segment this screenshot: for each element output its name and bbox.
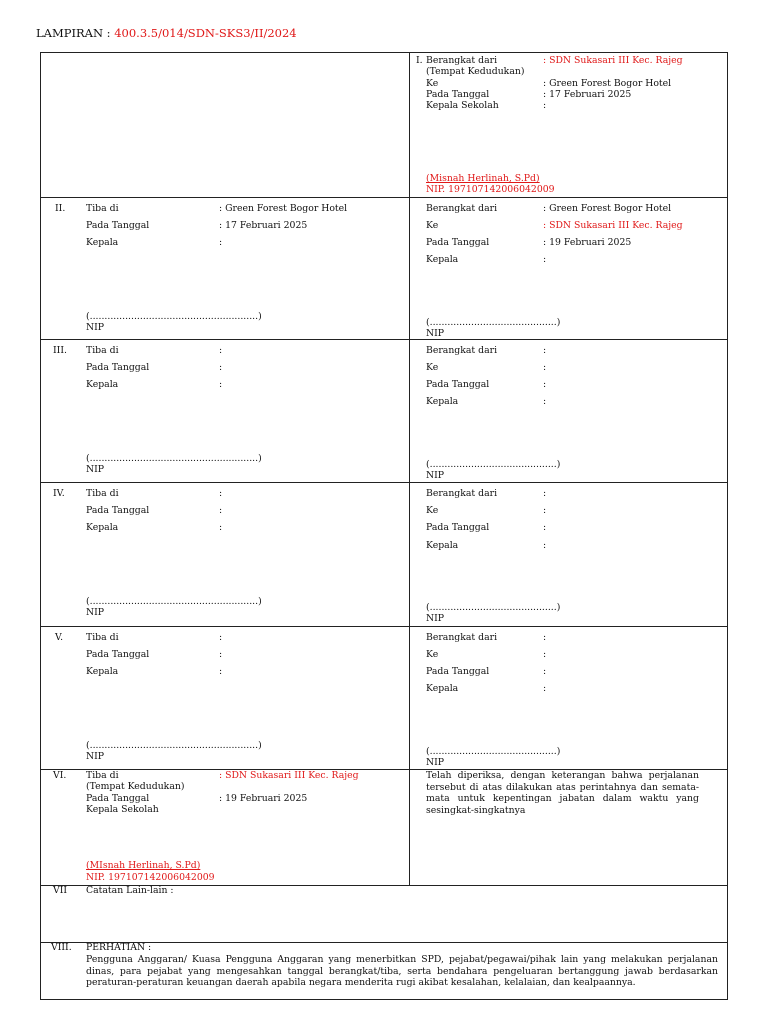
arrive-label: Tiba di — [86, 203, 119, 214]
arrive-label: Tiba di — [86, 345, 119, 356]
head-colon: : — [219, 522, 223, 533]
to-label: Ke — [426, 362, 439, 373]
head-colon: : — [543, 540, 547, 551]
head-colon: : — [543, 396, 547, 407]
depart-colon: : — [543, 632, 547, 643]
signature-line: (...........................................) — [426, 317, 561, 328]
head-label: Kepala — [426, 683, 459, 694]
nip-label: NIP — [426, 613, 445, 624]
to-label: Ke — [426, 220, 439, 231]
attachment-header — [36, 26, 297, 40]
to-colon: : — [543, 362, 547, 373]
head-colon: : — [543, 683, 547, 694]
date-label: Pada Tanggal — [426, 666, 490, 677]
date-colon: : — [543, 379, 547, 390]
date-value: : 19 Februari 2025 — [219, 793, 308, 804]
head-label: Kepala — [86, 237, 119, 248]
head-label: Kepala Sekolah — [86, 804, 159, 815]
row-divider — [41, 339, 727, 340]
head-colon: : — [219, 379, 223, 390]
to-value: : Green Forest Bogor Hotel — [543, 78, 672, 89]
verification-statement: Telah diperiksa, dengan keterangan bahwa perjalanan tersebut di atas dilakukan atas perintahnya dan semata-mata untuk kepentingan jabatan dalam waktu yang sesingkat-singkatnya — [426, 770, 699, 816]
attachment-number: 400.3.5/014/SDN-SKS3/II/2024 — [114, 26, 297, 40]
date-label: Pada Tanggal — [426, 237, 490, 248]
head-label: Kepala — [426, 254, 459, 265]
attention-title: PERHATIAN : — [86, 942, 152, 953]
head-label: Kepala — [426, 396, 459, 407]
depart-value: : SDN Sukasari III Kec. Rajeg — [543, 55, 683, 66]
signature-line: (.........................................................) — [86, 453, 262, 464]
signature-line: (.........................................................) — [86, 740, 262, 751]
signature-line: (.........................................................) — [86, 311, 262, 322]
nip-label: NIP — [426, 328, 445, 339]
row-divider — [41, 626, 727, 627]
section-number: II. — [55, 203, 66, 214]
nip-label: NIP — [86, 607, 105, 618]
to-value: : SDN Sukasari III Kec. Rajeg — [543, 220, 683, 231]
date-value: : 17 Februari 2025 — [543, 89, 632, 100]
depart-sub-label: (Tempat Kedudukan) — [426, 66, 525, 77]
date-label: Pada Tanggal — [86, 505, 150, 516]
depart-colon: : — [543, 345, 547, 356]
depart-label: Berangkat dari — [426, 632, 498, 643]
head-label: Kepala — [86, 522, 119, 533]
nip-label: NIP — [426, 757, 445, 768]
arrive-value: : Green Forest Bogor Hotel — [219, 203, 348, 214]
column-divider — [409, 53, 410, 885]
section-number: VII — [53, 885, 68, 896]
head-colon: : — [219, 666, 223, 677]
head-label: Kepala — [86, 666, 119, 677]
head-colon: : — [543, 100, 547, 111]
depart-label: Berangkat dari — [426, 55, 498, 66]
depart-label: Berangkat dari — [426, 488, 498, 499]
attention-text: Pengguna Anggaran/ Kuasa Pengguna Anggaran yang menerbitkan SPD, pejabat/pegawai/pihak lain yang melakukan perjalanan dinas, para pejabat yang mengesahkan tanggal berangkat/tiba, serta bendahara pengeluaran bertanggung jawab berdasarkan peraturan-peraturan keuangan daerah apabila negara menderita rugi akibat kesalahan, kelalaian, dan kealpaannya. — [86, 954, 718, 988]
date-label: Pada Tanggal — [86, 362, 150, 373]
date-colon: : — [543, 666, 547, 677]
row-divider — [41, 482, 727, 483]
to-label: Ke — [426, 78, 439, 89]
nip-label: NIP — [86, 464, 105, 475]
notes-label: Catatan Lain-lain : — [86, 885, 174, 896]
date-label: Pada Tanggal — [426, 89, 490, 100]
head-label: Kepala — [86, 379, 119, 390]
date-label: Pada Tanggal — [86, 220, 150, 231]
signature-line: (.........................................................) — [86, 596, 262, 607]
attachment-label: LAMPIRAN : — [36, 26, 111, 40]
to-label: Ke — [426, 505, 439, 516]
date-value: : 17 Februari 2025 — [219, 220, 308, 231]
nip-label: NIP — [426, 470, 445, 481]
to-colon: : — [543, 505, 547, 516]
head-label: Kepala Sekolah — [426, 100, 499, 111]
nip-label: NIP — [86, 751, 105, 762]
signature-line: (...........................................) — [426, 602, 561, 613]
depart-label: Berangkat dari — [426, 203, 498, 214]
arrive-colon: : — [219, 632, 223, 643]
section-number: IV. — [53, 488, 65, 499]
date-colon: : — [219, 505, 223, 516]
section-number: V. — [55, 632, 64, 643]
section-number: I. — [416, 55, 423, 66]
section-number: VI. — [53, 770, 67, 781]
date-colon: : — [219, 362, 223, 373]
head-colon: : — [219, 237, 223, 248]
section-number: VIII. — [51, 942, 72, 953]
date-label: Pada Tanggal — [426, 522, 490, 533]
depart-label: Berangkat dari — [426, 345, 498, 356]
date-colon: : — [543, 522, 547, 533]
date-colon: : — [219, 649, 223, 660]
row-divider — [41, 197, 727, 198]
depart-colon: : — [543, 488, 547, 499]
to-label: Ke — [426, 649, 439, 660]
signature-line: (...........................................) — [426, 746, 561, 757]
head-colon: : — [543, 254, 547, 265]
arrive-label: Tiba di — [86, 632, 119, 643]
nip-label: NIP — [86, 322, 105, 333]
signature-line: (...........................................) — [426, 459, 561, 470]
signer-name: (Misnah Herlinah, S.Pd) — [426, 173, 540, 184]
head-label: Kepala — [426, 540, 459, 551]
section-number: III. — [53, 345, 67, 356]
date-label: Pada Tanggal — [426, 379, 490, 390]
travel-document-table — [40, 52, 728, 1000]
depart-value: : Green Forest Bogor Hotel — [543, 203, 672, 214]
date-value: : 19 Februari 2025 — [543, 237, 632, 248]
date-label: Pada Tanggal — [86, 649, 150, 660]
arrive-label: Tiba di — [86, 770, 119, 781]
arrive-label: Tiba di — [86, 488, 119, 499]
arrive-sub-label: (Tempat Kedudukan) — [86, 781, 185, 792]
arrive-value: : SDN Sukasari III Kec. Rajeg — [219, 770, 359, 781]
arrive-colon: : — [219, 488, 223, 499]
signer-name: (MIsnah Herlinah, S.Pd) — [86, 860, 201, 871]
date-label: Pada Tanggal — [86, 793, 150, 804]
arrive-colon: : — [219, 345, 223, 356]
signer-nip: NIP. 197107142006042009 — [86, 872, 215, 883]
signer-nip: NIP. 197107142006042009 — [426, 184, 555, 195]
to-colon: : — [543, 649, 547, 660]
